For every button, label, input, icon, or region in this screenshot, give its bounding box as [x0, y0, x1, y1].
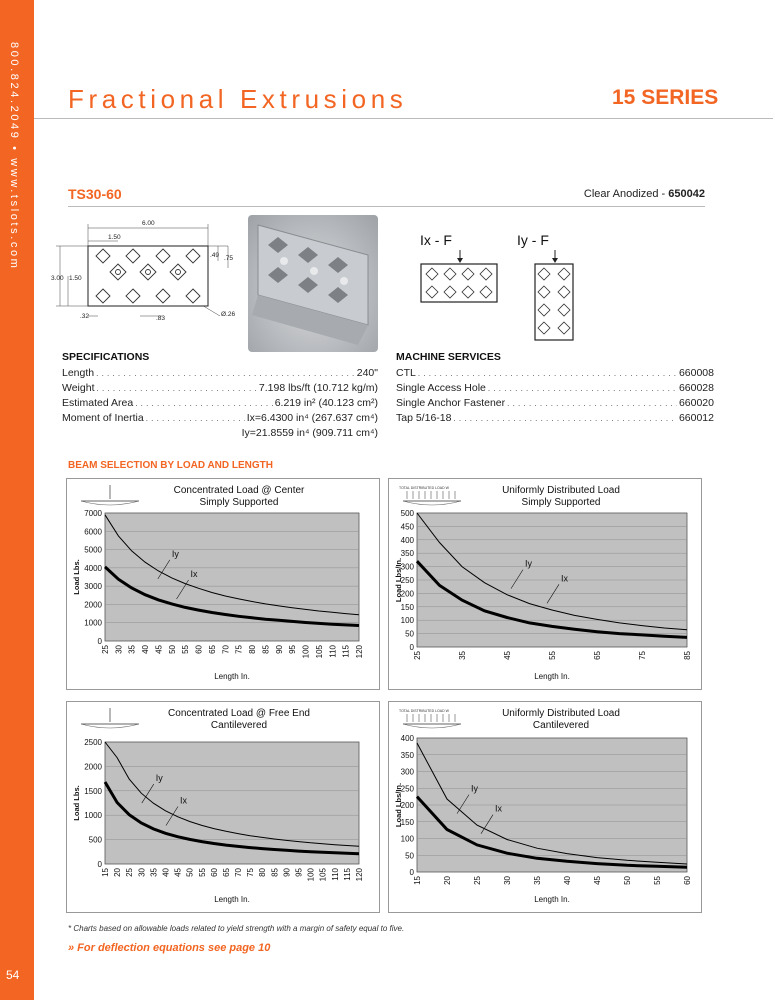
beam-deflection — [81, 501, 139, 505]
x-tick-label: 65 — [221, 868, 231, 877]
x-tick-label: 85 — [270, 868, 280, 877]
series-label-ix: Ix — [561, 573, 569, 584]
axis-label-ix: Ix - F — [420, 232, 452, 248]
x-tick-label: 55 — [197, 868, 207, 877]
service-row — [396, 381, 714, 396]
y-tick-label: 4000 — [84, 563, 102, 573]
service-part-number: 660020 — [678, 397, 714, 409]
chart-subtitle: Simply Supported — [521, 497, 601, 508]
x-tick-label: 85 — [683, 651, 692, 660]
x-tick-label: 15 — [413, 876, 422, 885]
y-tick-label: 100 — [400, 834, 414, 844]
x-tick-label: 40 — [141, 645, 151, 654]
y-tick-label: 500 — [88, 835, 102, 845]
y-tick-label: 450 — [400, 522, 414, 532]
spec-value: 240" — [356, 367, 378, 379]
x-tick-label: 30 — [137, 868, 147, 877]
y-tick-label: 200 — [400, 801, 414, 810]
service-row — [396, 396, 714, 411]
plot-area — [105, 513, 359, 641]
service-label: Tap 5/16-18 — [396, 412, 452, 424]
dim-d2: .75 — [224, 255, 234, 262]
footnote: * Charts based on allowable loads related to yield strength with a margin of safety equal to five. — [68, 924, 405, 933]
x-tick-label: 45 — [154, 645, 164, 654]
x-tick-label: 60 — [683, 876, 692, 885]
y-axis-label: Load Lbs/In. — [394, 782, 403, 828]
machine-services-table — [396, 366, 714, 426]
specifications-table — [62, 366, 378, 441]
series-label-iy: Iy — [525, 558, 533, 569]
spec-label: Weight — [62, 382, 95, 394]
service-part-number: 660008 — [678, 367, 714, 379]
dim-height: 3.00 — [51, 275, 64, 282]
x-tick-label: 95 — [294, 868, 304, 877]
spec-row — [62, 396, 378, 411]
dim-hole: Ø.26 — [221, 311, 236, 318]
load-diagram — [81, 485, 139, 505]
x-tick-label: 85 — [261, 645, 271, 654]
dim-width: 6.00 — [142, 220, 155, 227]
beam-deflection — [403, 501, 461, 505]
series-title: 15 SERIES — [612, 86, 719, 109]
x-tick-label: 95 — [288, 645, 298, 654]
y-tick-label: 50 — [405, 851, 414, 861]
x-tick-label: 50 — [185, 868, 195, 877]
y-axis-label: Load Lbs/In. — [394, 557, 403, 603]
x-tick-label: 45 — [593, 876, 602, 885]
dim-pitch-vertical: 1.50 — [69, 275, 82, 282]
x-tick-label: 25 — [413, 651, 422, 660]
chart-concentrated-cantilevered — [66, 701, 380, 913]
y-tick-label: 350 — [400, 750, 414, 760]
axis-diagram-ix — [420, 232, 500, 342]
y-tick-label: 2500 — [84, 738, 102, 747]
y-tick-label: 350 — [400, 549, 414, 559]
dim-pitch: 1.50 — [108, 234, 121, 241]
x-tick-label: 30 — [503, 876, 512, 885]
x-tick-label: 20 — [113, 868, 123, 877]
y-tick-label: 2000 — [84, 600, 102, 610]
y-tick-label: 300 — [400, 562, 414, 572]
spec-row-extra — [62, 426, 378, 441]
y-tick-label: 1500 — [84, 786, 102, 796]
x-tick-label: 115 — [342, 868, 352, 881]
y-tick-label: 250 — [400, 784, 414, 794]
x-tick-label: 45 — [503, 651, 512, 660]
series-label-iy: Iy — [171, 548, 179, 559]
finish-info — [584, 188, 705, 200]
x-tick-label: 35 — [458, 651, 467, 660]
x-tick-label: 65 — [593, 651, 602, 660]
y-tick-label: 200 — [400, 589, 414, 599]
x-tick-label: 25 — [101, 645, 110, 654]
x-tick-label: 75 — [234, 645, 244, 654]
x-tick-label: 50 — [167, 645, 177, 654]
service-row — [396, 411, 714, 426]
dim-d3: .32 — [80, 313, 90, 320]
x-tick-label: 50 — [623, 876, 632, 885]
chart-subtitle: Simply Supported — [199, 497, 279, 508]
spec-value: 7.198 lbs/ft (10.712 kg/m) — [258, 382, 378, 394]
chart-svg — [389, 479, 703, 691]
spec-value-iy: Iy=21.8559 in⁴ (909.711 cm⁴) — [241, 427, 378, 439]
spec-row — [62, 381, 378, 396]
beam-deflection — [81, 724, 139, 728]
chart-concentrated-simply-supported — [66, 478, 380, 690]
dim-d4: .83 — [156, 315, 166, 322]
finish-part-number: 650042 — [668, 188, 705, 200]
y-tick-label: 1000 — [84, 618, 102, 628]
axis-label-iy: Iy - F — [517, 232, 549, 248]
x-tick-label: 110 — [328, 645, 338, 658]
sidebar-contact: 800.824.2049 • www.tslots.com — [8, 42, 20, 271]
y-tick-label: 500 — [400, 509, 414, 518]
diagram-label: TOTAL DISTRIBUTED LOAD W — [399, 486, 449, 490]
x-tick-label: 25 — [473, 876, 482, 885]
y-tick-label: 3000 — [84, 582, 102, 592]
chart-title: Uniformly Distributed Load — [502, 485, 620, 496]
x-tick-label: 60 — [194, 645, 204, 654]
x-tick-label: 115 — [341, 645, 351, 658]
chart-title: Concentrated Load @ Center — [173, 485, 305, 496]
series-label-ix: Ix — [495, 803, 503, 814]
chart-subtitle: Cantilevered — [210, 720, 268, 731]
y-tick-label: 6000 — [84, 527, 102, 537]
x-tick-label: 120 — [355, 645, 364, 659]
chart-title: Concentrated Load @ Free End — [168, 708, 310, 719]
y-tick-label: 0 — [409, 643, 414, 652]
x-tick-label: 45 — [173, 868, 183, 877]
x-tick-label: 105 — [318, 868, 328, 882]
y-tick-label: 150 — [400, 817, 414, 827]
page-title: Fractional Extrusions — [68, 84, 408, 114]
service-label: Single Access Hole — [396, 382, 486, 394]
service-row — [396, 366, 714, 381]
x-tick-label: 100 — [306, 868, 316, 882]
y-tick-label: 50 — [405, 629, 414, 639]
x-tick-label: 75 — [246, 868, 256, 877]
machine-services-heading: MACHINE SERVICES — [396, 351, 501, 363]
beam-selection-heading: BEAM SELECTION BY LOAD AND LENGTH — [68, 460, 274, 471]
spec-row — [62, 366, 378, 381]
y-tick-label: 400 — [400, 734, 414, 743]
x-tick-label: 70 — [221, 645, 231, 654]
x-axis-label: Length In. — [534, 672, 570, 681]
chart-svg — [389, 702, 703, 914]
x-axis-label: Length In. — [534, 895, 570, 904]
x-tick-label: 35 — [533, 876, 542, 885]
spec-label: Estimated Area — [62, 397, 134, 409]
x-tick-label: 90 — [274, 645, 284, 654]
y-tick-label: 400 — [400, 535, 414, 545]
spec-value: Ix=6.4300 in⁴ (267.637 cm⁴) — [246, 412, 378, 424]
service-label: CTL — [396, 367, 416, 379]
page-number: 54 — [6, 968, 20, 982]
x-tick-label: 35 — [127, 645, 137, 654]
y-tick-label: 7000 — [84, 509, 102, 518]
x-tick-label: 25 — [125, 868, 135, 877]
y-axis-label: Load Lbs. — [72, 785, 81, 821]
x-tick-label: 100 — [301, 645, 311, 659]
header-divider — [34, 118, 773, 119]
x-tick-label: 15 — [101, 868, 110, 877]
y-tick-label: 0 — [409, 868, 414, 877]
x-tick-label: 90 — [282, 868, 292, 877]
service-part-number: 660012 — [678, 412, 714, 424]
x-tick-label: 80 — [248, 645, 258, 654]
y-tick-label: 150 — [400, 602, 414, 612]
chart-svg — [67, 702, 381, 914]
spec-value: 6.219 in² (40.123 cm²) — [274, 397, 378, 409]
series-label-ix: Ix — [179, 795, 188, 806]
x-axis-label: Length In. — [214, 672, 250, 681]
dim-d1: .49 — [210, 252, 220, 259]
chart-distributed-simply-supported — [388, 478, 702, 690]
y-tick-label: 0 — [97, 860, 102, 869]
spec-label: Length — [62, 367, 95, 379]
product-photo — [248, 215, 378, 352]
x-tick-label: 40 — [563, 876, 572, 885]
x-tick-label: 60 — [209, 868, 219, 877]
x-tick-label: 65 — [207, 645, 217, 654]
service-label: Single Anchor Fastener — [396, 397, 506, 409]
profile-drawing — [50, 216, 245, 326]
x-tick-label: 35 — [149, 868, 159, 877]
chart-title: Uniformly Distributed Load — [502, 708, 620, 719]
spec-row — [62, 411, 378, 426]
x-tick-label: 105 — [314, 645, 324, 659]
axis-diagram-iy — [517, 232, 597, 342]
diagram-label: TOTAL DISTRIBUTED LOAD W — [399, 709, 449, 713]
load-diagram — [81, 708, 139, 728]
series-label-ix: Ix — [190, 569, 198, 579]
spec-label: Moment of Inertia — [62, 412, 144, 424]
x-tick-label: 75 — [638, 651, 647, 660]
x-tick-label: 120 — [355, 868, 364, 882]
x-tick-label: 55 — [653, 876, 662, 885]
beam-deflection — [403, 724, 461, 728]
y-tick-label: 250 — [400, 576, 414, 585]
deflection-equations-link[interactable]: » For deflection equations see page 10 — [68, 942, 271, 954]
chart-subtitle: Cantilevered — [532, 720, 590, 731]
x-tick-label: 40 — [161, 868, 171, 877]
y-tick-label: 2000 — [84, 762, 102, 772]
x-tick-label: 55 — [548, 651, 557, 660]
chart-distributed-cantilevered — [388, 701, 702, 913]
x-tick-label: 80 — [258, 868, 268, 877]
y-tick-label: 100 — [400, 616, 414, 626]
service-part-number: 660028 — [678, 382, 714, 394]
x-tick-label: 30 — [114, 645, 124, 654]
y-axis-label: Load Lbs. — [72, 559, 81, 595]
chart-svg — [67, 479, 381, 691]
y-tick-label: 5000 — [84, 545, 102, 555]
x-axis-label: Length In. — [214, 895, 250, 904]
y-tick-label: 300 — [400, 767, 414, 777]
load-diagram — [399, 709, 461, 728]
series-label-iy: Iy — [155, 773, 163, 784]
x-tick-label: 70 — [234, 868, 244, 877]
specifications-heading: SPECIFICATIONS — [62, 351, 150, 363]
y-tick-label: 0 — [97, 637, 102, 646]
series-label-iy: Iy — [471, 783, 479, 794]
sidebar — [0, 0, 34, 1000]
finish-label: Clear Anodized - — [583, 188, 666, 200]
x-tick-label: 20 — [443, 876, 452, 885]
x-tick-label: 110 — [330, 868, 340, 881]
load-diagram — [399, 486, 461, 505]
y-tick-label: 1000 — [84, 811, 102, 821]
product-divider — [68, 206, 705, 207]
product-name: TS30-60 — [68, 186, 122, 202]
x-tick-label: 55 — [181, 645, 191, 654]
